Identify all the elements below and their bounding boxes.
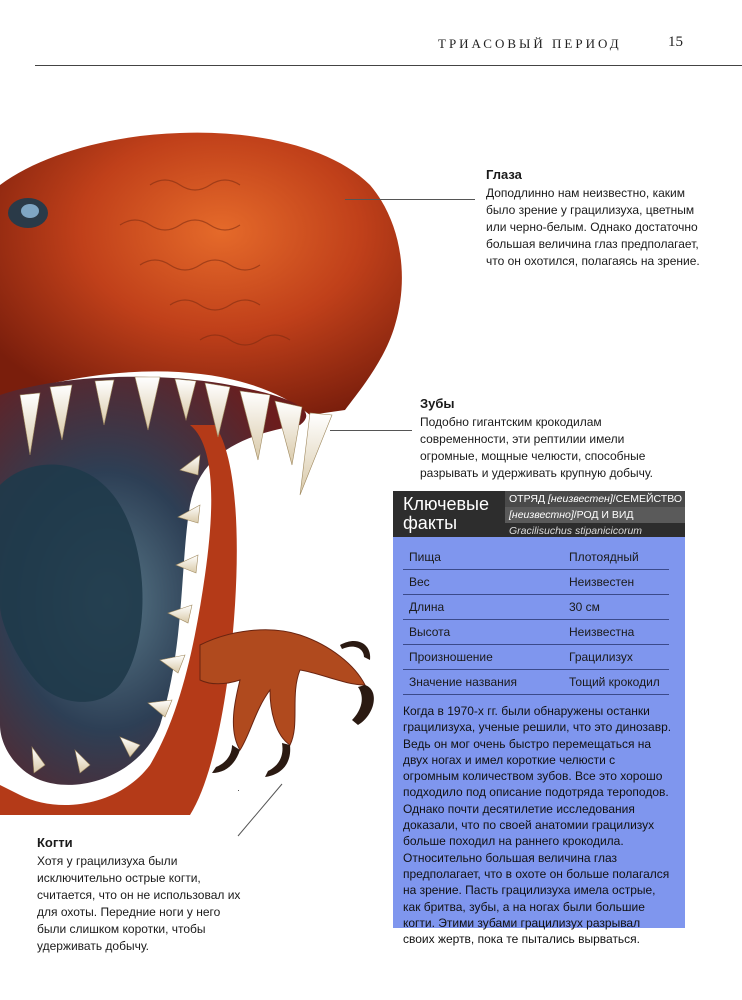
callout-eyes-text: Доподлинно нам неизвестно, каким было зрение у грацилизуха, цветным или черно-белым. Однако достаточно большая величина глаз предполагает, что он охотился, полагаясь на зрение. [486,186,700,268]
fact-key: Высота [409,625,451,639]
key-facts-title: Ключевые факты [403,494,489,533]
fact-row [403,570,669,595]
callout-claws-title: Когти [37,835,73,850]
upper-jaw [0,133,402,415]
fact-value: Грацилизух [569,650,633,664]
order-value: [неизвестен] [547,493,613,505]
fact-value: Неизвестна [569,625,635,639]
fact-key: Вес [409,575,430,589]
fact-value: Плотоядный [569,550,639,564]
fact-row [403,595,669,620]
key-facts-box [393,491,685,947]
fact-key: Длина [409,600,445,614]
taxonomy [505,491,685,537]
callout-eyes [486,166,716,270]
callout-claws-text: Хотя у грацилизуха были исключительно острые когти, считается, что он не использовал их для охоты. Передние ноги у него были слишком коротки, чтобы удерживать добычу. [37,854,241,953]
taxonomy-line-2 [505,507,685,523]
fact-row [403,545,669,570]
fact-key: Значение названия [409,675,517,689]
key-facts-header [393,491,685,537]
fact-row [403,645,669,670]
claws-leader-line-diagonal [230,780,290,840]
teeth-leader-line [330,430,412,431]
fact-key: Произношение [409,650,493,664]
callout-teeth [420,395,670,482]
fact-key: Пища [409,550,441,564]
page-number: 15 [668,34,683,50]
callout-claws [37,834,252,955]
running-header-title: ТРИАСОВЫЙ ПЕРИОД [438,36,622,51]
fact-value: 30 см [569,600,600,614]
fact-row [403,620,669,645]
fact-row [403,670,669,695]
header-rule [35,65,742,66]
eyes-leader-line [345,199,475,200]
genus-label: /РОД И ВИД [573,509,634,521]
key-facts-paragraph: Когда в 1970-х гг. были обнаружены останки грацилизуха, ученые решили, что это динозавр. Ведь он мог очень быстро перемещаться на двух ногах и имел короткие челюсти с огромным количеством зубов. Все это хорошо подходило под описание подотряда тероподов. Однако почти десятилетие исследования доказали, что по своей анатомии грацилизух больше походил на раннего крокодила. Относительно большая величина глаз предполагает, что в охоте он больше полагался на зрение. Пасть грацилизуха имела острые, как бритва, зубы, а на ногах были большие когти. Этими зубами грацилизух разрывал своих жертв, пока те пытались вырваться. [403,704,672,947]
species-name: Gracilisuchus stipanicicorum [509,525,643,537]
family-value: [неизвестно] [509,509,574,521]
fact-value: Тощий крокодил [569,675,660,689]
callout-teeth-text: Подобно гигантским крокодилам современности, эти рептилии имели огромные, мощные челюсти, способные разрывать и удерживать крупную добычу. [420,415,654,480]
family-label: /СЕМЕЙСТВО [612,493,683,505]
key-facts-description [403,703,673,947]
fact-value: Неизвестен [569,575,635,589]
callout-teeth-title: Зубы [420,396,455,411]
key-facts-body [393,537,685,947]
callout-eyes-title: Глаза [486,167,522,182]
gracilisuchus-illustration [0,125,430,815]
forelimb [200,630,374,777]
order-label: ОТРЯД [509,493,546,505]
taxonomy-line-1 [505,491,685,507]
